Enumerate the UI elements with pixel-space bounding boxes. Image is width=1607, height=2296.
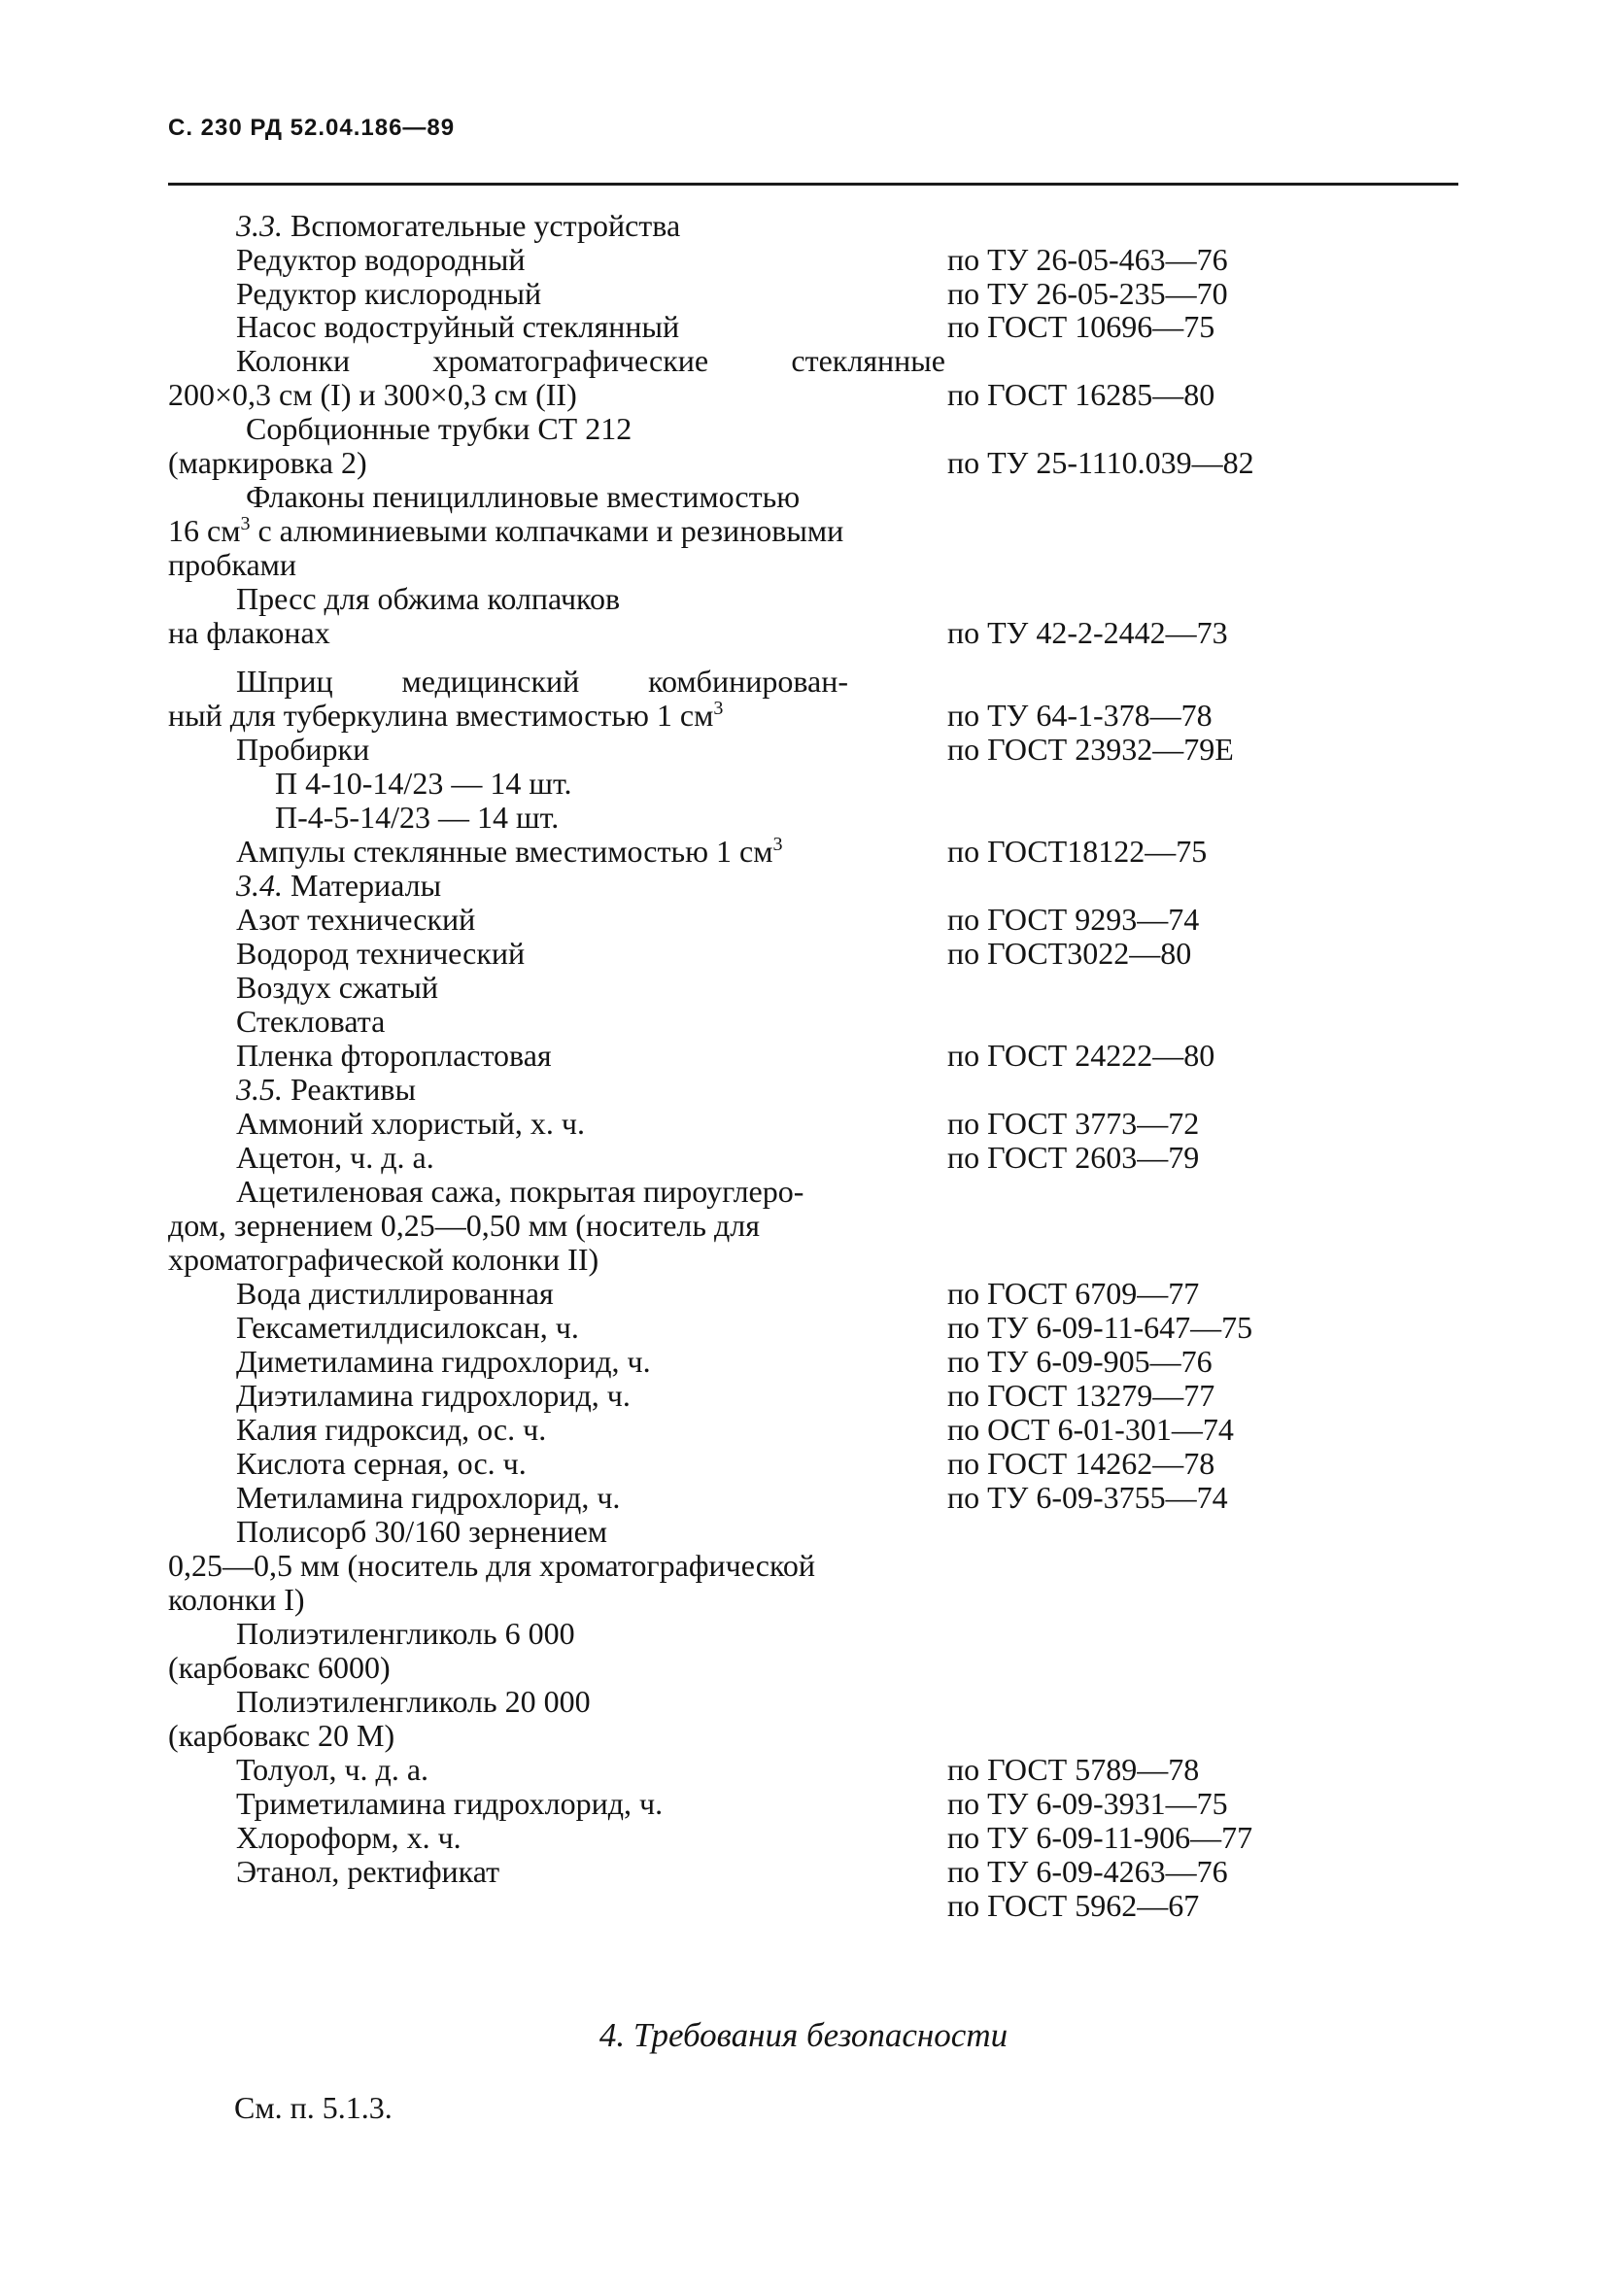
item-name: на флаконах xyxy=(168,615,330,650)
item-text: ный для туберкулина вместимостью 1 см xyxy=(168,698,714,733)
item-standard: по ГОСТ 10696—75 xyxy=(947,309,1215,344)
item-text: Ампулы стеклянные вместимостью 1 см xyxy=(236,834,773,869)
item-name: Метиламина гидрохлорид, ч. xyxy=(236,1480,621,1515)
item-standard: по ТУ 25-1110.039—82 xyxy=(947,445,1254,480)
subsection-number: 3.4. xyxy=(236,868,283,903)
item-name: 200×0,3 см (I) и 300×0,3 см (II) xyxy=(168,377,577,412)
item-name: Вода дистиллированная xyxy=(236,1276,554,1311)
item-standard: по ТУ 6-09-11-906—77 xyxy=(947,1820,1253,1855)
item-name: (карбовакс 6000) xyxy=(168,1650,391,1685)
item-name: 0,25—0,5 мм (носитель для хроматографической xyxy=(168,1548,816,1583)
subsection-label: Реактивы xyxy=(291,1072,417,1107)
item-name: Толуол, ч. д. а. xyxy=(236,1752,429,1787)
item-name: Насос водоструйный стеклянный xyxy=(236,309,680,344)
item-name: хроматографической колонки II) xyxy=(168,1242,599,1277)
item-standard: по ГОСТ18122—75 xyxy=(947,834,1208,869)
item-word: Шприц xyxy=(236,664,333,699)
item-text: 16 см xyxy=(168,513,241,548)
superscript: 3 xyxy=(772,834,783,855)
item-name: Калия гидроксид, ос. ч. xyxy=(236,1412,547,1447)
item-word: комбинирован- xyxy=(648,664,848,699)
item-name: Сорбционные трубки СТ 212 xyxy=(246,411,633,446)
item-name: Редуктор водородный xyxy=(236,242,526,277)
item-name: П 4-10-14/23 — 14 шт. xyxy=(275,766,572,801)
item-standard: по ОСТ 6-01-301—74 xyxy=(947,1412,1234,1447)
item-standard: по ГОСТ3022—80 xyxy=(947,936,1192,971)
item-standard: по ТУ 6-09-3931—75 xyxy=(947,1786,1228,1821)
subsection-label: Материалы xyxy=(291,868,442,903)
item-name: П-4-5-14/23 — 14 шт. xyxy=(275,800,560,835)
item-name: дом, зернением 0,25—0,50 мм (носитель для xyxy=(168,1208,760,1243)
item-name: Пресс для обжима колпачков xyxy=(236,581,621,616)
item-standard: по ТУ 6-09-3755—74 xyxy=(947,1480,1228,1515)
item-standard: по ТУ 6-09-905—76 xyxy=(947,1344,1213,1379)
section-4-title: 4. Требования безопасности xyxy=(598,2016,1009,2054)
item-name: Полиэтиленгликоль 20 000 xyxy=(236,1684,591,1719)
item-name: Водород технический xyxy=(236,936,526,971)
item-standard: по ГОСТ 9293—74 xyxy=(947,902,1200,937)
item-name: Триметиламина гидрохлорид, ч. xyxy=(236,1786,664,1821)
item-standard: по ТУ 64-1-378—78 xyxy=(947,698,1213,733)
item-standard: по ГОСТ 5789—78 xyxy=(947,1752,1200,1787)
item-standard: по ГОСТ 13279—77 xyxy=(947,1378,1215,1413)
item-name: Пленка фторопластовая xyxy=(236,1038,552,1073)
item-name: (карбовакс 20 М) xyxy=(168,1718,395,1753)
item-word: медицинский xyxy=(401,664,580,699)
item-standard: по ГОСТ 23932—79Е xyxy=(947,732,1234,767)
item-name: Флаконы пенициллиновые вместимостью xyxy=(246,479,801,514)
superscript: 3 xyxy=(713,698,724,719)
item-standard: по ГОСТ 3773—72 xyxy=(947,1106,1200,1141)
item-name: Диметиламина гидрохлорид, ч. xyxy=(236,1344,651,1379)
item-word: стеклянные xyxy=(791,343,945,378)
item-word: хроматографические xyxy=(432,343,709,378)
item-name: Ацетон, ч. д. а. xyxy=(236,1140,434,1175)
item-standard: по ТУ 6-09-11-647—75 xyxy=(947,1310,1253,1345)
item-standard: по ТУ 26-05-235—70 xyxy=(947,276,1228,311)
item-name: Полисорб 30/160 зернением xyxy=(236,1514,608,1549)
item-standard: по ГОСТ 24222—80 xyxy=(947,1038,1215,1073)
item-word: Колонки xyxy=(236,343,351,378)
item-standard: по ГОСТ 6709—77 xyxy=(947,1276,1200,1311)
item-name: Воздух сжатый xyxy=(236,970,438,1005)
page-header: С. 230 РД 52.04.186—89 xyxy=(168,115,456,141)
subsection-number: 3.3. xyxy=(236,208,283,243)
item-name: (маркировка 2) xyxy=(168,445,367,480)
item-text: с алюминиевыми колпачками и резиновыми xyxy=(250,513,844,548)
item-standard: по ГОСТ 16285—80 xyxy=(947,377,1215,412)
item-standard: по ТУ 42-2-2442—73 xyxy=(947,615,1228,650)
item-name: Диэтиламина гидрохлорид, ч. xyxy=(236,1378,631,1413)
item-name: Хлороформ, х. ч. xyxy=(236,1820,462,1855)
item-name: Стекловата xyxy=(236,1004,386,1039)
item-name: Пробирки xyxy=(236,732,370,767)
item-name: пробками xyxy=(168,547,297,582)
item-standard: по ТУ 6-09-4263—76 xyxy=(947,1854,1228,1889)
item-standard: по ГОСТ 2603—79 xyxy=(947,1140,1200,1175)
item-standard: по ГОСТ 14262—78 xyxy=(947,1446,1215,1481)
item-standard: по ГОСТ 5962—67 xyxy=(947,1888,1200,1923)
item-name: Ацетиленовая сажа, покрытая пироуглеро- xyxy=(236,1174,804,1209)
item-name: колонки I) xyxy=(168,1582,305,1617)
item-name: Редуктор кислородный xyxy=(236,276,542,311)
subsection-label: Вспомогательные устройства xyxy=(291,208,681,243)
item-standard: по ТУ 26-05-463—76 xyxy=(947,242,1228,277)
item-name: Полиэтиленгликоль 6 000 xyxy=(236,1616,575,1651)
item-name: Азот технический xyxy=(236,902,476,937)
superscript: 3 xyxy=(240,513,251,534)
item-name: Аммоний хлористый, х. ч. xyxy=(236,1106,585,1141)
header-rule xyxy=(168,183,1458,186)
subsection-number: 3.5. xyxy=(236,1072,283,1107)
section-4-reference: См. п. 5.1.3. xyxy=(234,2090,393,2125)
item-name: Гексаметилдисилоксан, ч. xyxy=(236,1310,579,1345)
item-name: Этанол, ректификат xyxy=(236,1854,500,1889)
item-name: Кислота серная, ос. ч. xyxy=(236,1446,527,1481)
